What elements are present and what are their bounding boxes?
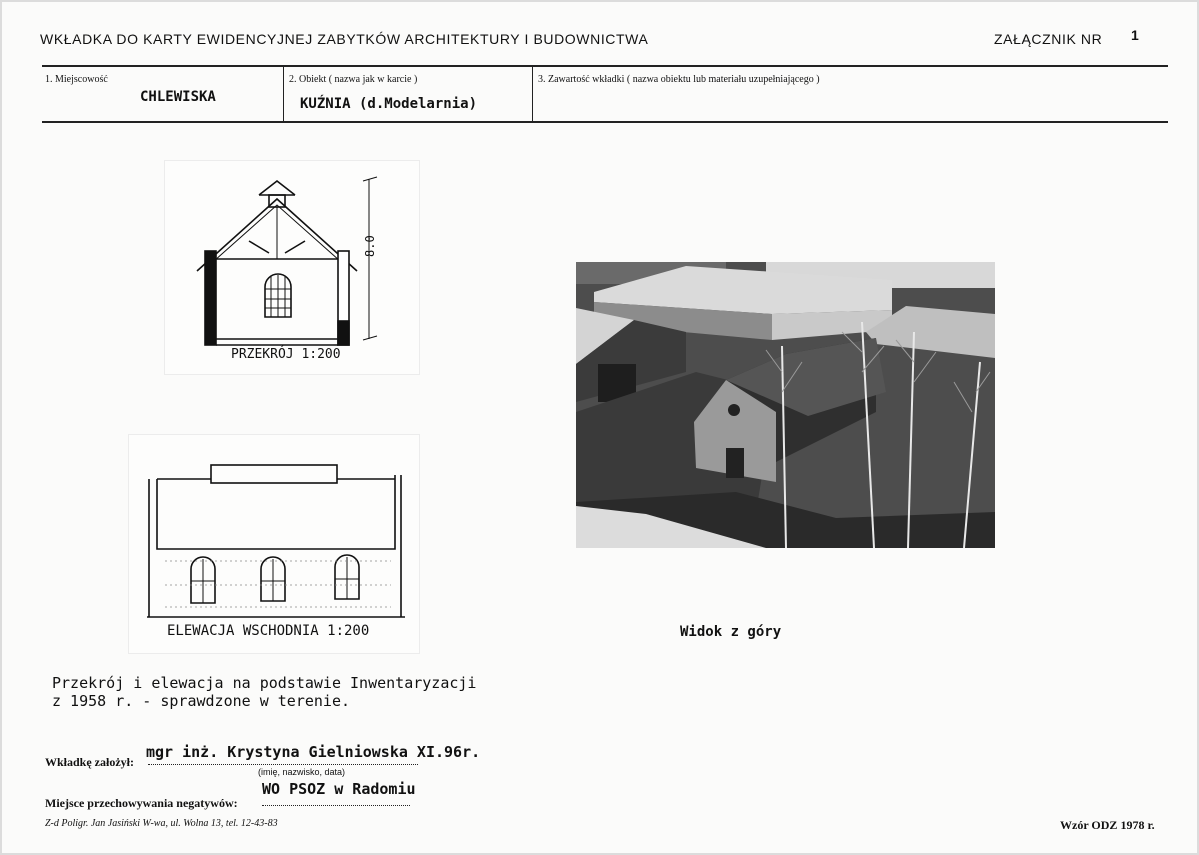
object-value: KUŹNIA (d.Modelarnia) [300,96,478,112]
photo-caption: Widok z góry [680,624,782,640]
elevation-drawing [128,434,420,654]
section-height-label: 8.0 [363,235,377,257]
founder-dotted-line [148,764,418,765]
annex-label: ZAŁĄCZNIK NR [994,31,1103,47]
content-label: 3. Zawartość wkładki ( nazwa obiektu lub materiału uzupełniającego ) [538,74,820,85]
column-divider [283,66,284,122]
section-caption: PRZEKRÓJ 1:200 [231,347,341,362]
table-top-rule [42,65,1168,67]
table-bottom-rule [42,121,1168,123]
founder-hint: (imię, nazwisko, data) [258,767,346,777]
negatives-value: WO PSOZ w Radomiu [262,780,416,798]
negatives-label: Miejsce przechowywania negatywów: [45,796,238,810]
elevation-caption: ELEWACJA WSCHODNIA 1:200 [167,623,370,639]
section-drawing [164,160,420,375]
founder-label: Wkładkę założył: [45,755,134,769]
locality-value: CHLEWISKA [140,89,216,105]
section-sketch [165,161,419,374]
note-line-2: z 1958 r. - sprawdzone w terenie. [52,692,351,710]
aerial-photo [576,262,995,548]
founder-value: mgr inż. Krystyna Gielniowska XI.96r. [146,743,481,761]
form-model: Wzór ODZ 1978 r. [1060,818,1155,832]
note-line-1: Przekrój i elewacja na podstawie Inwentaryzacji [52,674,477,692]
photo-scene [576,262,995,548]
annex-number: 1 [1131,27,1140,43]
object-label: 2. Obiekt ( nazwa jak w karcie ) [289,74,418,85]
column-divider [532,66,533,122]
negatives-dotted-line [262,805,410,806]
elevation-sketch [129,435,419,653]
form-title: WKŁADKA DO KARTY EWIDENCYJNEJ ZABYTKÓW ARCHITEKTURY I BUDOWNICTWA [40,31,649,47]
locality-label: 1. Miejscowość [45,74,108,85]
printer-imprint: Z-d Poligr. Jan Jasiński W-wa, ul. Wolna 13, tel. 12-43-83 [45,818,278,829]
